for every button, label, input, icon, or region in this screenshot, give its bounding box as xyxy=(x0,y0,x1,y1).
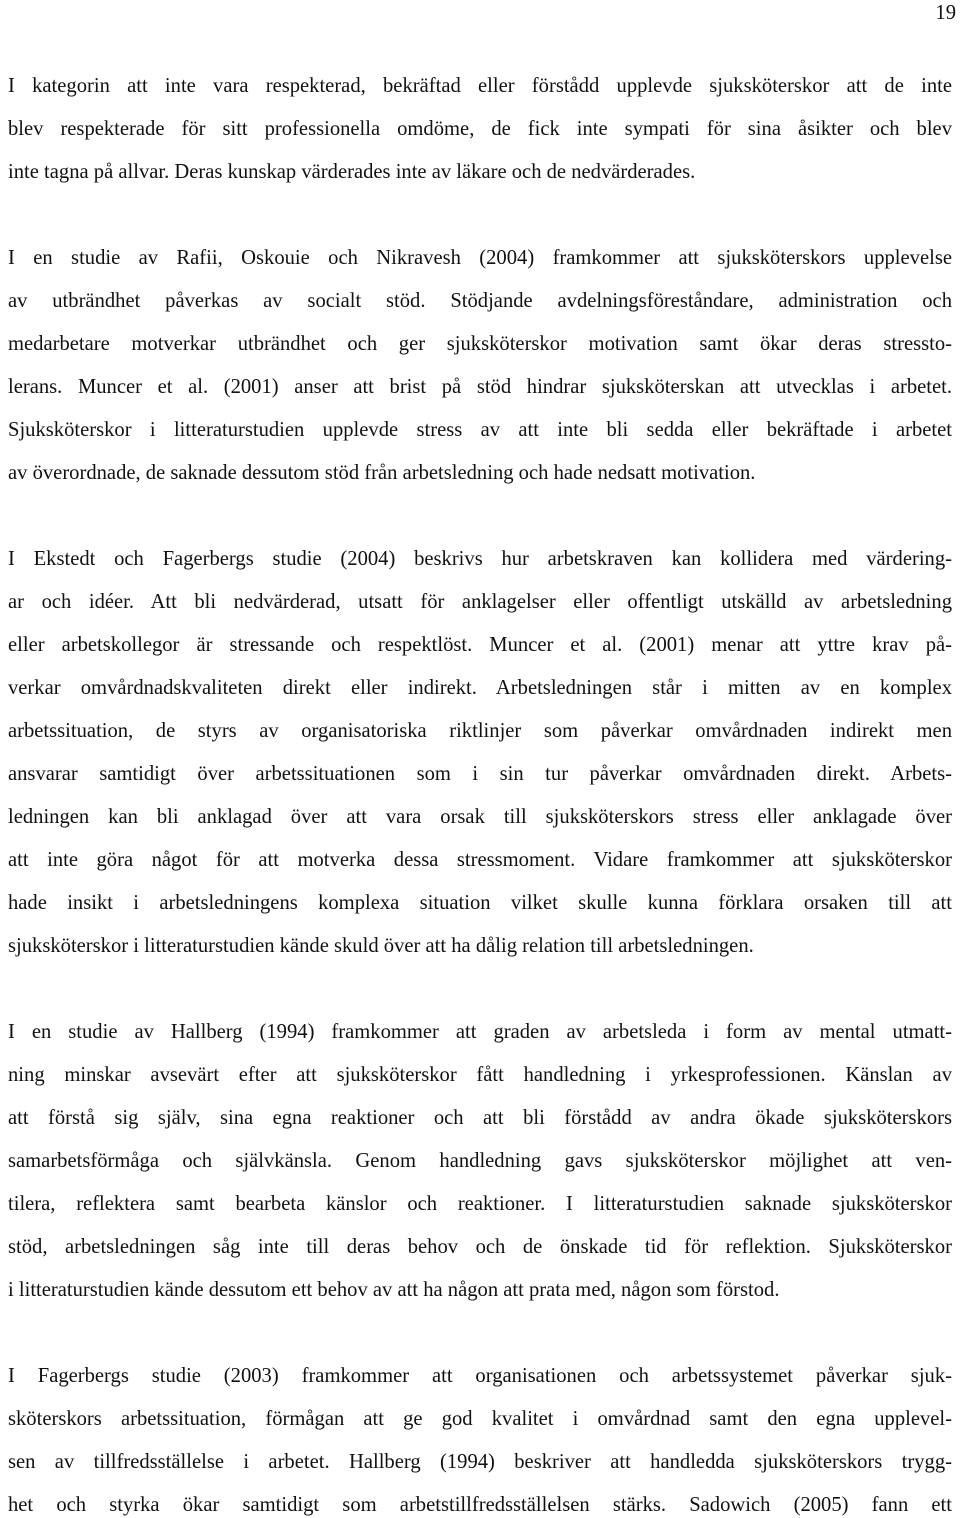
text-line: I kategorin att inte vara respekterad, bekräftad eller förstådd upplevde sjuksköterskor att de inte xyxy=(8,75,952,97)
text-line: hade insikt i arbetsledningens komplexa situation vilket skulle kunna förklara orsaken till att xyxy=(8,892,952,914)
text-line: eller arbetskollegor är stressande och respektlöst. Muncer et al. (2001) menar att yttre krav på- xyxy=(8,634,952,656)
text-line: I Ekstedt och Fagerbergs studie (2004) beskrivs hur arbetskraven kan kollidera med värdering- xyxy=(8,548,952,570)
text-line: ansvarar samtidigt över arbetssituationen som i sin tur påverkar omvårdnaden direkt. Arbets- xyxy=(8,763,952,785)
text-line: medarbetare motverkar utbrändhet och ger sjuksköterskor motivation samt ökar deras stressto- xyxy=(8,333,952,355)
text-line: I en studie av Hallberg (1994) framkommer att graden av arbetsleda i form av mental utmatt- xyxy=(8,1021,952,1043)
text-line: stöd, arbetsledningen såg inte till deras behov och de önskade tid för reflektion. Sjuksköterskor xyxy=(8,1236,952,1258)
text-line: tilera, reflektera samt bearbeta känslor och reaktioner. I litteraturstudien saknade sjuksköterskor xyxy=(8,1193,952,1215)
text-line: ledningen kan bli anklagad över att vara orsak till sjuksköterskors stress eller anklagade över xyxy=(8,806,952,828)
text-line: inte tagna på allvar. Deras kunskap värderades inte av läkare och de nedvärderades. xyxy=(8,161,696,183)
text-line: att inte göra något för att motverka dessa stressmoment. Vidare framkommer att sjuksköterskor xyxy=(8,849,952,871)
page-number: 19 xyxy=(935,2,956,24)
text-line: ning minskar avsevärt efter att sjuksköterskor fått handledning i yrkesprofessionen. Känslan av xyxy=(8,1064,952,1086)
text-line: sköterskors arbetssituation, förmågan att ge god kvalitet i omvårdnad samt den egna upplevel- xyxy=(8,1408,952,1430)
text-line: I en studie av Rafii, Oskouie och Nikravesh (2004) framkommer att sjuksköterskors upplevelse xyxy=(8,247,952,269)
text-line: blev respekterade för sitt professionella omdöme, de fick inte sympati för sina åsikter och blev xyxy=(8,118,952,140)
text-line: i litteraturstudien kände dessutom ett behov av att ha någon att prata med, någon som förstod. xyxy=(8,1279,780,1301)
text-line: arbetssituation, de styrs av organisatoriska riktlinjer som påverkar omvårdnaden indirekt men xyxy=(8,720,952,742)
text-line: av utbrändhet påverkas av socialt stöd. Stödjande avdelningsföreståndare, administration och xyxy=(8,290,952,312)
text-line: verkar omvårdnadskvaliteten direkt eller indirekt. Arbetsledningen står i mitten av en komplex xyxy=(8,677,952,699)
text-line: samarbetsförmåga och självkänsla. Genom handledning gavs sjuksköterskor möjlighet att ven- xyxy=(8,1150,952,1172)
text-line: Sjuksköterskor i litteraturstudien upplevde stress av att inte bli sedda eller bekräftade i arbetet xyxy=(8,419,952,441)
text-line: lerans. Muncer et al. (2001) anser att brist på stöd hindrar sjuksköterskan att utvecklas i arbetet. xyxy=(8,376,952,398)
text-line: sen av tillfredsställelse i arbetet. Hallberg (1994) beskriver att handledda sjuksköterskors trygg- xyxy=(8,1451,952,1473)
text-line: av överordnade, de saknade dessutom stöd från arbetsledning och hade nedsatt motivation. xyxy=(8,462,756,484)
text-line: I Fagerbergs studie (2003) framkommer att organisationen och arbetssystemet påverkar sjuk- xyxy=(8,1365,952,1387)
text-line: ar och idéer. Att bli nedvärderad, utsatt för anklagelser eller offentligt utskälld av arbetsledning xyxy=(8,591,952,613)
text-line: sjuksköterskor i litteraturstudien kände skuld över att ha dålig relation till arbetsledningen. xyxy=(8,935,754,957)
text-line: het och styrka ökar samtidigt som arbetstillfredsställelsen stärks. Sadowich (2005) fann ett xyxy=(8,1494,952,1516)
text-line: att förstå sig själv, sina egna reaktioner och att bli förstådd av andra ökade sjuksköterskors xyxy=(8,1107,952,1129)
